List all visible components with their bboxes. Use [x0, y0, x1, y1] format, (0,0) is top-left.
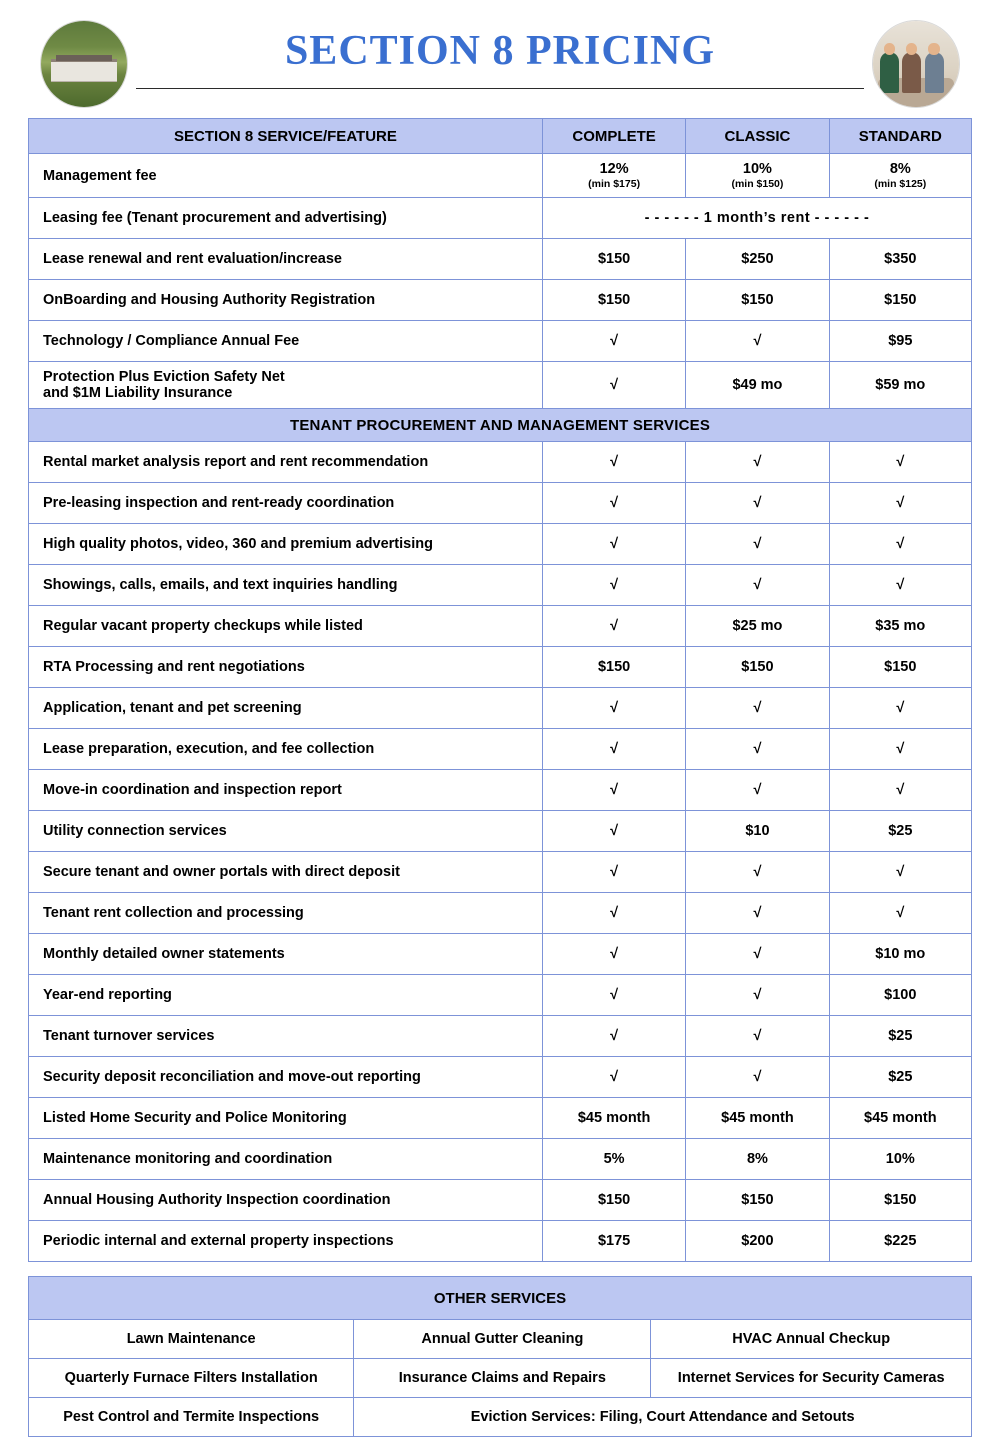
row-label: Technology / Compliance Annual Fee — [29, 321, 543, 362]
table-row — [29, 770, 972, 811]
cell-complete: √ — [542, 442, 685, 483]
row-label: Annual Housing Authority Inspection coordination — [29, 1180, 543, 1221]
table-row — [29, 1057, 972, 1098]
cell-standard: √ — [829, 565, 971, 606]
row-label: Monthly detailed owner statements — [29, 934, 543, 975]
cell-classic: $49 mo — [686, 362, 829, 409]
cell-complete: √ — [542, 483, 685, 524]
row-label: RTA Processing and rent negotiations — [29, 647, 543, 688]
cell-complete: √ — [542, 321, 685, 362]
cell-complete: 5% — [542, 1139, 685, 1180]
family-meeting-photo — [872, 20, 960, 108]
cell-classic: √ — [686, 729, 829, 770]
table-row — [29, 1098, 972, 1139]
cell-standard: $10 mo — [829, 934, 971, 975]
cell-classic: √ — [686, 934, 829, 975]
table-row — [29, 1221, 972, 1262]
table-row — [29, 524, 972, 565]
cell-complete: √ — [542, 729, 685, 770]
house-photo — [40, 20, 128, 108]
cell-value: 12% — [599, 161, 629, 177]
other-service-item: Pest Control and Termite Inspections — [29, 1398, 354, 1437]
cell-standard: $25 — [829, 1057, 971, 1098]
cell-complete: $150 — [542, 239, 685, 280]
column-header-complete: COMPLETE — [542, 119, 685, 154]
cell-complete: √ — [542, 362, 685, 409]
cell-standard — [829, 154, 971, 198]
table-row — [29, 483, 972, 524]
cell-classic: √ — [686, 852, 829, 893]
table-row — [29, 362, 972, 409]
cell-value: 10% — [742, 161, 772, 177]
cell-complete: √ — [542, 811, 685, 852]
other-service-item: Annual Gutter Cleaning — [354, 1320, 651, 1359]
cell-classic: √ — [686, 1016, 829, 1057]
table-row — [29, 975, 972, 1016]
cell-complete: √ — [542, 852, 685, 893]
section-header-row — [29, 409, 972, 442]
cell-standard: 10% — [829, 1139, 971, 1180]
row-label: Rental market analysis report and rent recommendation — [29, 442, 543, 483]
table-row — [29, 1320, 972, 1359]
cell-standard: √ — [829, 483, 971, 524]
row-label: Regular vacant property checkups while listed — [29, 606, 543, 647]
cell-complete: $150 — [542, 647, 685, 688]
table-row — [29, 442, 972, 483]
table-row — [29, 565, 972, 606]
cell-standard: $59 mo — [829, 362, 971, 409]
page-title: SECTION 8 PRICING — [284, 28, 716, 74]
document-header — [28, 14, 972, 110]
row-label: Application, tenant and pet screening — [29, 688, 543, 729]
other-service-item: Internet Services for Security Cameras — [651, 1359, 972, 1398]
cell-complete: √ — [542, 606, 685, 647]
table-row — [29, 934, 972, 975]
table-row — [29, 1359, 972, 1398]
row-label: Management fee — [29, 154, 543, 198]
cell-classic: $25 mo — [686, 606, 829, 647]
column-header-classic: CLASSIC — [686, 119, 829, 154]
table-row — [29, 239, 972, 280]
cell-classic: √ — [686, 442, 829, 483]
other-service-item: Insurance Claims and Repairs — [354, 1359, 651, 1398]
table-header-row — [29, 119, 972, 154]
cell-complete: √ — [542, 1016, 685, 1057]
cell-complete: $150 — [542, 1180, 685, 1221]
other-services-section — [28, 1276, 972, 1437]
column-header-feature: SECTION 8 SERVICE/FEATURE — [29, 119, 543, 154]
table-row — [29, 1180, 972, 1221]
cell-complete: √ — [542, 975, 685, 1016]
cell-standard: √ — [829, 442, 971, 483]
table-row — [29, 606, 972, 647]
table-row — [29, 154, 972, 198]
cell-standard: √ — [829, 893, 971, 934]
table-row — [29, 647, 972, 688]
row-label: Tenant turnover services — [29, 1016, 543, 1057]
cell-complete — [542, 154, 685, 198]
cell-subvalue: (min $175) — [588, 178, 641, 190]
row-label: Maintenance monitoring and coordination — [29, 1139, 543, 1180]
cell-standard: $150 — [829, 1180, 971, 1221]
cell-value: 8% — [889, 161, 911, 177]
cell-classic: √ — [686, 524, 829, 565]
other-service-item: Lawn Maintenance — [29, 1320, 354, 1359]
row-label-line2: and $1M Liability Insurance — [43, 385, 233, 401]
row-label: High quality photos, video, 360 and premium advertising — [29, 524, 543, 565]
cell-standard: $95 — [829, 321, 971, 362]
cell-classic: √ — [686, 321, 829, 362]
cell-complete: $45 month — [542, 1098, 685, 1139]
table-row — [29, 1016, 972, 1057]
row-label: Showings, calls, emails, and text inquiries handling — [29, 565, 543, 606]
row-label: Utility connection services — [29, 811, 543, 852]
row-label: Secure tenant and owner portals with direct deposit — [29, 852, 543, 893]
cell-standard: $45 month — [829, 1098, 971, 1139]
other-services-title: OTHER SERVICES — [29, 1277, 972, 1320]
row-label: Year-end reporting — [29, 975, 543, 1016]
cell-standard: √ — [829, 852, 971, 893]
cell-classic: 8% — [686, 1139, 829, 1180]
cell-classic: $45 month — [686, 1098, 829, 1139]
cell-complete: √ — [542, 1057, 685, 1098]
cell-subvalue: (min $125) — [874, 178, 927, 190]
cell-span-leasing-fee: - - - - - - 1 month’s rent - - - - - - — [542, 198, 971, 239]
row-label: Periodic internal and external property inspections — [29, 1221, 543, 1262]
row-label: Leasing fee (Tenant procurement and advertising) — [29, 198, 543, 239]
other-service-item: HVAC Annual Checkup — [651, 1320, 972, 1359]
row-label: Lease preparation, execution, and fee collection — [29, 729, 543, 770]
cell-standard: $150 — [829, 647, 971, 688]
table-row — [29, 321, 972, 362]
table-row — [29, 893, 972, 934]
cell-standard: $225 — [829, 1221, 971, 1262]
cell-standard: $25 — [829, 1016, 971, 1057]
other-service-item: Quarterly Furnace Filters Installation — [29, 1359, 354, 1398]
other-service-item: Eviction Services: Filing, Court Attendance and Setouts — [354, 1398, 972, 1437]
cell-classic: √ — [686, 1057, 829, 1098]
cell-classic: $200 — [686, 1221, 829, 1262]
row-label: Tenant rent collection and processing — [29, 893, 543, 934]
table-row — [29, 811, 972, 852]
row-label: Move-in coordination and inspection report — [29, 770, 543, 811]
cell-standard: √ — [829, 524, 971, 565]
cell-classic: √ — [686, 893, 829, 934]
section-title: TENANT PROCUREMENT AND MANAGEMENT SERVICES — [29, 409, 972, 442]
cell-classic: $150 — [686, 1180, 829, 1221]
row-label: Security deposit reconciliation and move-out reporting — [29, 1057, 543, 1098]
cell-classic: $10 — [686, 811, 829, 852]
row-label: OnBoarding and Housing Authority Registration — [29, 280, 543, 321]
cell-standard: $100 — [829, 975, 971, 1016]
cell-classic: √ — [686, 770, 829, 811]
cell-classic: √ — [686, 565, 829, 606]
cell-standard: √ — [829, 688, 971, 729]
cell-classic: $150 — [686, 280, 829, 321]
cell-complete: √ — [542, 770, 685, 811]
column-header-standard: STANDARD — [829, 119, 971, 154]
table-row — [29, 198, 972, 239]
cell-complete: √ — [542, 524, 685, 565]
pricing-table — [28, 118, 972, 1262]
table-row — [29, 688, 972, 729]
row-label: Listed Home Security and Police Monitoring — [29, 1098, 543, 1139]
cell-classic: √ — [686, 975, 829, 1016]
table-row — [29, 280, 972, 321]
cell-standard: $35 mo — [829, 606, 971, 647]
cell-classic: √ — [686, 483, 829, 524]
other-services-table — [28, 1276, 972, 1437]
cell-standard: $25 — [829, 811, 971, 852]
cell-complete: √ — [542, 565, 685, 606]
row-label: Lease renewal and rent evaluation/increase — [29, 239, 543, 280]
row-label: Pre-leasing inspection and rent-ready coordination — [29, 483, 543, 524]
cell-complete: √ — [542, 893, 685, 934]
table-row — [29, 852, 972, 893]
cell-complete: √ — [542, 688, 685, 729]
cell-standard: $150 — [829, 280, 971, 321]
table-row — [29, 1398, 972, 1437]
other-services-header-row — [29, 1277, 972, 1320]
cell-classic: $250 — [686, 239, 829, 280]
cell-standard: √ — [829, 729, 971, 770]
cell-complete: $175 — [542, 1221, 685, 1262]
cell-complete: $150 — [542, 280, 685, 321]
row-label-line1: Protection Plus Eviction Safety Net — [43, 369, 285, 385]
cell-classic: √ — [686, 688, 829, 729]
table-row — [29, 1139, 972, 1180]
cell-subvalue: (min $150) — [731, 178, 784, 190]
cell-standard: √ — [829, 770, 971, 811]
row-label — [29, 362, 543, 409]
cell-standard: $350 — [829, 239, 971, 280]
cell-classic — [686, 154, 829, 198]
cell-complete: √ — [542, 934, 685, 975]
cell-classic: $150 — [686, 647, 829, 688]
header-divider — [136, 88, 864, 89]
table-row — [29, 729, 972, 770]
